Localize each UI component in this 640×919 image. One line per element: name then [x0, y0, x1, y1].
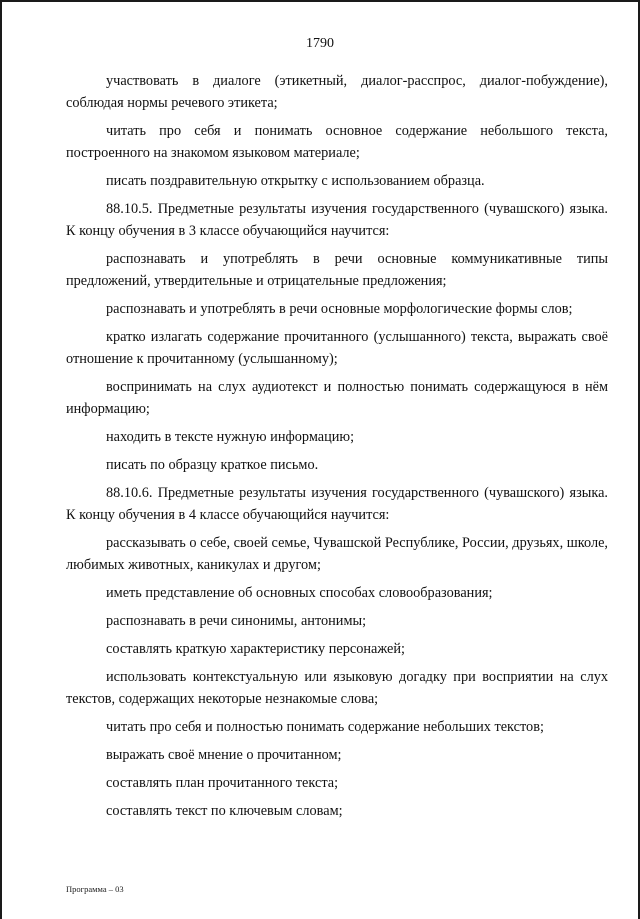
paragraph: рассказывать о себе, своей семье, Чувашской Республике, России, друзьях, школе, любимых животных, каникулах и другом;	[66, 535, 608, 573]
page-number: 1790	[306, 36, 334, 51]
footer-program-label: Программа – 03	[66, 884, 124, 894]
paragraph: использовать контекстуальную или языковую догадку при восприятии на слух текстов, содержащих некоторые незнакомые слова;	[66, 669, 608, 707]
section-heading-paragraph: 88.10.6. Предметные результаты изучения государственного (чувашского) языка. К концу обучения в 4 классе обучающийся научится:	[66, 485, 608, 523]
paragraph: читать про себя и полностью понимать содержание небольших текстов;	[106, 719, 544, 735]
paragraph: писать поздравительную открытку с использованием образца.	[106, 173, 485, 189]
paragraph: составлять краткую характеристику персонажей;	[106, 641, 405, 657]
paragraph: читать про себя и понимать основное содержание небольшого текста, построенного на знакомом языковом материале;	[66, 123, 608, 161]
paragraph: распознавать и употреблять в речи основные морфологические формы слов;	[106, 301, 573, 317]
paragraph: распознавать и употреблять в речи основные коммуникативные типы предложений, утвердительные и отрицательные предложения;	[66, 251, 608, 289]
paragraph: выражать своё мнение о прочитанном;	[106, 747, 342, 763]
section-heading-paragraph: 88.10.5. Предметные результаты изучения государственного (чувашского) языка. К концу обучения в 3 классе обучающийся научится:	[66, 201, 608, 239]
document-body	[66, 70, 608, 828]
paragraph: кратко излагать содержание прочитанного (услышанного) текста, выражать своё отношение к прочитанному (услышанному);	[66, 329, 608, 367]
page-border-left	[0, 0, 2, 919]
paragraph: составлять план прочитанного текста;	[106, 775, 339, 791]
paragraph: участвовать в диалоге (этикетный, диалог-расспрос, диалог-побуждение), соблюдая нормы речевого этикета;	[66, 73, 608, 111]
paragraph: составлять текст по ключевым словам;	[106, 803, 343, 819]
paragraph: распознавать в речи синонимы, антонимы;	[106, 613, 367, 629]
paragraph: писать по образцу краткое письмо.	[106, 457, 319, 473]
paragraph: воспринимать на слух аудиотекст и полностью понимать содержащуюся в нём информацию;	[66, 379, 608, 417]
paragraph: находить в тексте нужную информацию;	[106, 429, 355, 445]
page-border-top	[0, 0, 640, 2]
paragraph: иметь представление об основных способах словообразования;	[106, 585, 493, 601]
